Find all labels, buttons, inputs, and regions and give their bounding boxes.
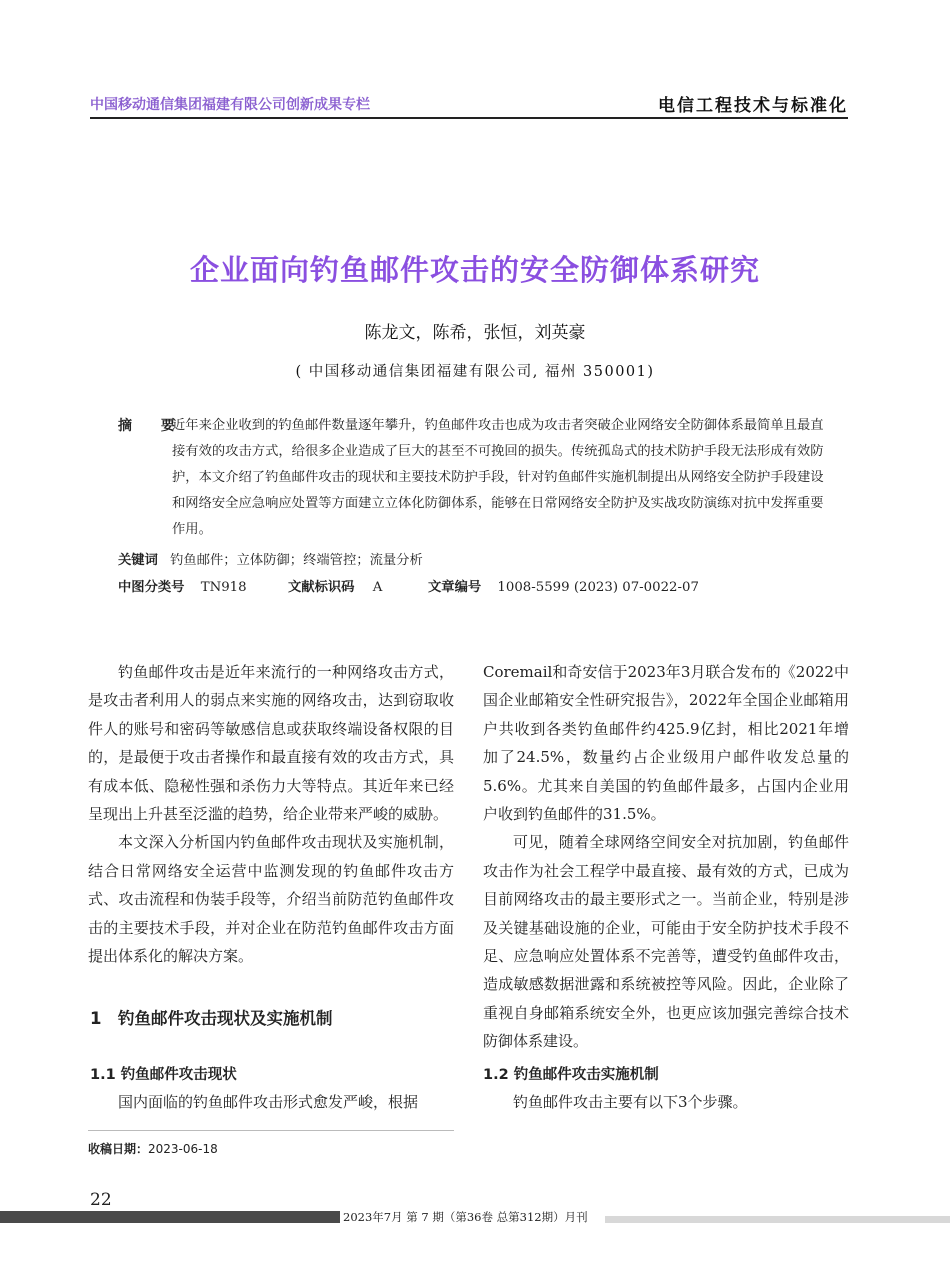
footer-bar-light <box>605 1216 950 1223</box>
article-authors: 陈龙文，陈希，张恒，刘英豪 <box>364 323 586 343</box>
article-no-value: 1008-5599 (2023) 07-0022-07 <box>497 580 699 595</box>
doc-code-value: A <box>372 580 383 595</box>
abstract-text: 近年来企业收到的钓鱼邮件数量逐年攀升，钓鱼邮件攻击也成为攻击者突破企业网络安全防御体系最简单且最直接有效的攻击方式，给很多企业造成了巨大的甚至不可挽回的损失。传统孤岛式的技术防护手段无法形成有效防护，本文介绍了钓鱼邮件攻击的现状和主要技术防护手段，针对钓鱼邮件实施机制提出从网络安全防护手段建设和网络安全应急响应处置等方面建立立体化防御体系，能够在日常网络安全防护及实战攻防演练对抗中发挥重要作用。 <box>172 418 824 537</box>
issue-info: 2023年7月 第 7 期（第36卷 总第312期）月刊 <box>343 1210 588 1224</box>
doc-code-field <box>288 576 382 595</box>
body-paragraph: 钓鱼邮件攻击是近年来流行的一种网络攻击方式，是攻击者利用人的弱点来实施的网络攻击，达到窃取收件人的账号和密码等敏感信息或获取终端设备权限的目的，是最便于攻击者操作和最直接有效的攻击方式，具有成本低、隐秘性强和杀伤力大等特点。其近年来已经呈现出上升甚至泛滥的趋势，给企业带来严峻的威胁。 <box>88 663 454 824</box>
article-title: 企业面向钓鱼邮件攻击的安全防御体系研究 <box>189 253 760 287</box>
keywords-label: 关键词 <box>118 553 158 568</box>
clc-value: TN918 <box>200 580 247 595</box>
left-column-cont <box>88 1088 454 1116</box>
keywords-text: 钓鱼邮件；立体防御；终端管控；流量分析 <box>170 553 423 568</box>
right-column <box>483 658 849 1056</box>
journal-name: 电信工程技术与标准化 <box>658 96 848 116</box>
clc-label: 中图分类号 <box>118 580 185 595</box>
abstract-label: 摘 要 <box>118 418 187 434</box>
body-paragraph: 钓鱼邮件攻击主要有以下3个步骤。 <box>513 1093 748 1111</box>
clc-field <box>118 576 247 595</box>
article-no-field <box>428 576 699 595</box>
page-number: 22 <box>90 1190 112 1210</box>
section-heading: 1 钓鱼邮件攻击现状及实施机制 <box>90 1009 333 1028</box>
body-paragraph: 国内面临的钓鱼邮件攻击形式愈发严峻，根据 <box>118 1093 419 1111</box>
body-paragraph: 本文深入分析国内钓鱼邮件攻击现状及实施机制，结合日常网络安全运营中监测发现的钓鱼邮件攻击方式、攻击流程和伪装手段等，介绍当前防范钓鱼邮件攻击的主要技术手段，并对企业在防范钓鱼邮件攻击方面提出体系化的解决方案。 <box>88 833 454 966</box>
received-value: 2023-06-18 <box>148 1142 218 1156</box>
article-affiliation: ( 中国移动通信集团福建有限公司, 福州 350001) <box>295 364 655 380</box>
body-paragraph: 可见，随着全球网络空间安全对抗加剧，钓鱼邮件攻击作为社会工程学中最直接、最有效的方式，已成为目前网络攻击的最主要形式之一。当前企业，特别是涉及关键基础设施的企业，可能由于安全防护技术手段不足、应急响应处置体系不完善等，遭受钓鱼邮件攻击，造成敏感数据泄露和系统被控等风险。因此，企业除了重视自身邮箱系统安全外，也更应该加强完善综合技术防御体系建设。 <box>483 833 849 1051</box>
body-paragraph: Coremail和奇安信于2023年3月联合发布的《2022中国企业邮箱安全性研究报告》，2022年全国企业邮箱用户共收到各类钓鱼邮件约425.9亿封，相比2021年增加了24.5%，数量约占企业级用户邮件收发总量的5.6%。尤其来自美国的钓鱼邮件最多，占国内企业用户收到钓鱼邮件的31.5%。 <box>483 663 849 824</box>
subsection-heading: 1.1 钓鱼邮件攻击现状 <box>90 1067 237 1083</box>
article-no-label: 文章编号 <box>428 580 482 595</box>
received-label: 收稿日期： <box>88 1142 149 1156</box>
footer-bar-dark <box>0 1211 340 1223</box>
received-date <box>88 1140 218 1157</box>
keywords-line <box>118 549 423 568</box>
column-name: 中国移动通信集团福建有限公司创新成果专栏 <box>90 97 370 113</box>
header-rule <box>90 117 848 119</box>
doc-code-label: 文献标识码 <box>288 580 355 595</box>
left-column <box>88 658 454 970</box>
footnote-rule <box>88 1130 454 1131</box>
subsection-heading: 1.2 钓鱼邮件攻击实施机制 <box>483 1067 659 1083</box>
right-column-cont <box>483 1088 849 1116</box>
